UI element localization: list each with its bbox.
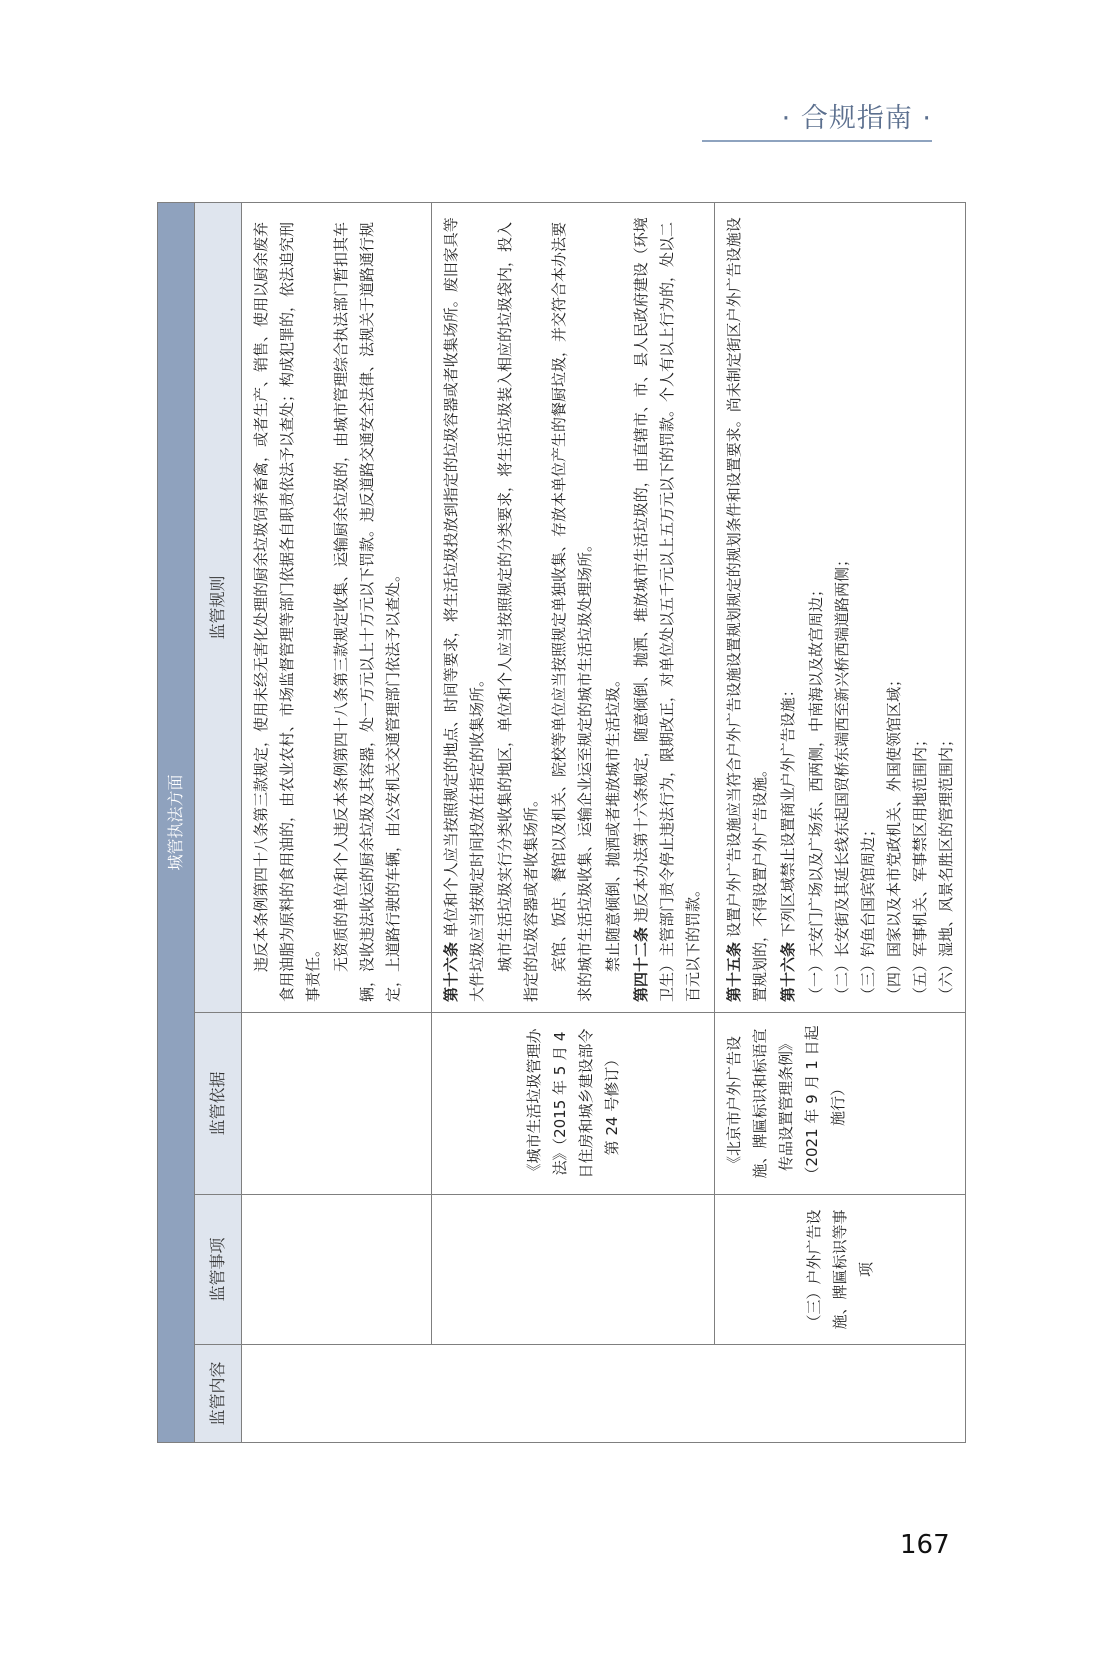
rule-paragraph: 第十六条 下列区域禁止设置商业户外广告设施： [779,682,797,1002]
table-banner: 城管执法方面 [158,202,195,1442]
column-header-rule: 监管规则 [195,202,242,1012]
table-row [715,202,966,1442]
rule-list-item: （三）钓鱼台国宾馆周边； [859,821,877,1002]
rule-paragraph: 无资质的单位和个人违反本条例第四十八条第三款规定收集、运输厨余垃圾的，由城市管理综合执法部门暂扣其车辆，没收违法收运的厨余垃圾及其容器，处一万元以上十万元以下罚款。违反道路交通安全法律、法规关于道路通行规定，上道路行驶的车辆，由公安机关交通管理部门依法予以查处。 [332,221,402,1002]
regulation-table [157,202,966,1443]
rule-paragraph: 禁止随意倾倒、抛洒或者堆放城市生活垃圾。 [604,671,622,972]
rule-paragraph: 违反本条例第四十八条第三款规定，使用未经无害化处理的厨余垃圾饲养畜禽，或者生产、销售、使用以厨余废弃食用油脂为原料的食用油的，由农业农村、市场监督管理等部门依据各自职责依法予以查处；构成犯罪的，依法追究刑事责任。 [252,221,322,1002]
page-number: 167 [900,1530,950,1560]
basis-cell: 《北京市户外广告设施、牌匾标识和标语宣传品设置管理条例》（2021 年 9 月 1 日起施行） [715,1013,966,1195]
basis-cell: 《城市生活垃圾管理办法》（2015 年 5 月 4 日住房和城乡建设部令第 24 号修订） [432,1013,715,1195]
table-row [242,202,432,1442]
rule-list-item: （六）湿地、风景名胜区的管理范围内； [937,731,955,1002]
rule-paragraph: 城市生活垃圾实行分类收集的地区，单位和个人应当按照规定的分类要求，将生活垃圾装入相应的垃圾袋内，投入指定的垃圾容器或者收集场所。 [496,221,540,1002]
rule-list-item: （一）天安门广场以及广场东、西两侧，中南海以及故宫周边； [807,581,825,1002]
rule-cell [715,202,966,1012]
rule-paragraph: 第十五条 设置户外广告设施应当符合户外广告设施设置规划规定的规划条件和设置要求。尚未制定街区户外广告设施设置规划的，不得设置户外广告设施。 [725,217,769,1002]
basis-cell [242,1013,432,1195]
rule-paragraph: 第四十二条 违反本办法第十六条规定，随意倾倒、抛洒、堆放城市生活垃圾的，由直辖市、市、县人民政府建设（环境卫生）主管部门责令停止违法行为，限期改正，对单位处以五千元以上五万元以下的罚款。个人有以上行为的，处以二百元以下的罚款。 [632,217,702,1002]
subject-cell [432,1195,715,1345]
rule-cell [432,202,715,1012]
table-row [432,202,715,1442]
subject-cell: （三）户外广告设施、牌匾标识等事项 [715,1195,966,1345]
rule-cell [242,202,432,1012]
rule-paragraph: 第十六条 单位和个人应当按照规定的地点、时间等要求，将生活垃圾投放到指定的垃圾容器或者收集场所。废旧家具等大件垃圾应当按规定时间投放在指定的收集场所。 [442,217,486,1002]
header-divider [702,140,932,142]
section-header-title: · 合规指南 · [781,103,932,134]
column-header-item: 监管事项 [195,1195,242,1345]
column-header-content: 监管内容 [195,1345,242,1443]
rule-paragraph: 宾馆、饭店、餐馆以及机关、院校等单位应当按照规定单独收集、存放本单位产生的餐厨垃圾，并交符合本办法要求的城市生活垃圾收集、运输企业运至规定的城市生活垃圾处理场所。 [550,221,594,1002]
rule-list-item: （四）国家以及本市党政机关、外国使领馆区域； [885,671,903,1002]
rule-list-item: （二）长安街及其延长线东起国贸桥东端西至新兴桥西端道路两侧； [833,551,851,1002]
column-header-basis: 监管依据 [195,1013,242,1195]
content-cell [242,1345,966,1443]
rotated-regulation-table [157,203,955,1443]
rule-list-item: （五）军事机关、军事禁区用地范围内； [911,731,929,1002]
subject-cell [242,1195,432,1345]
